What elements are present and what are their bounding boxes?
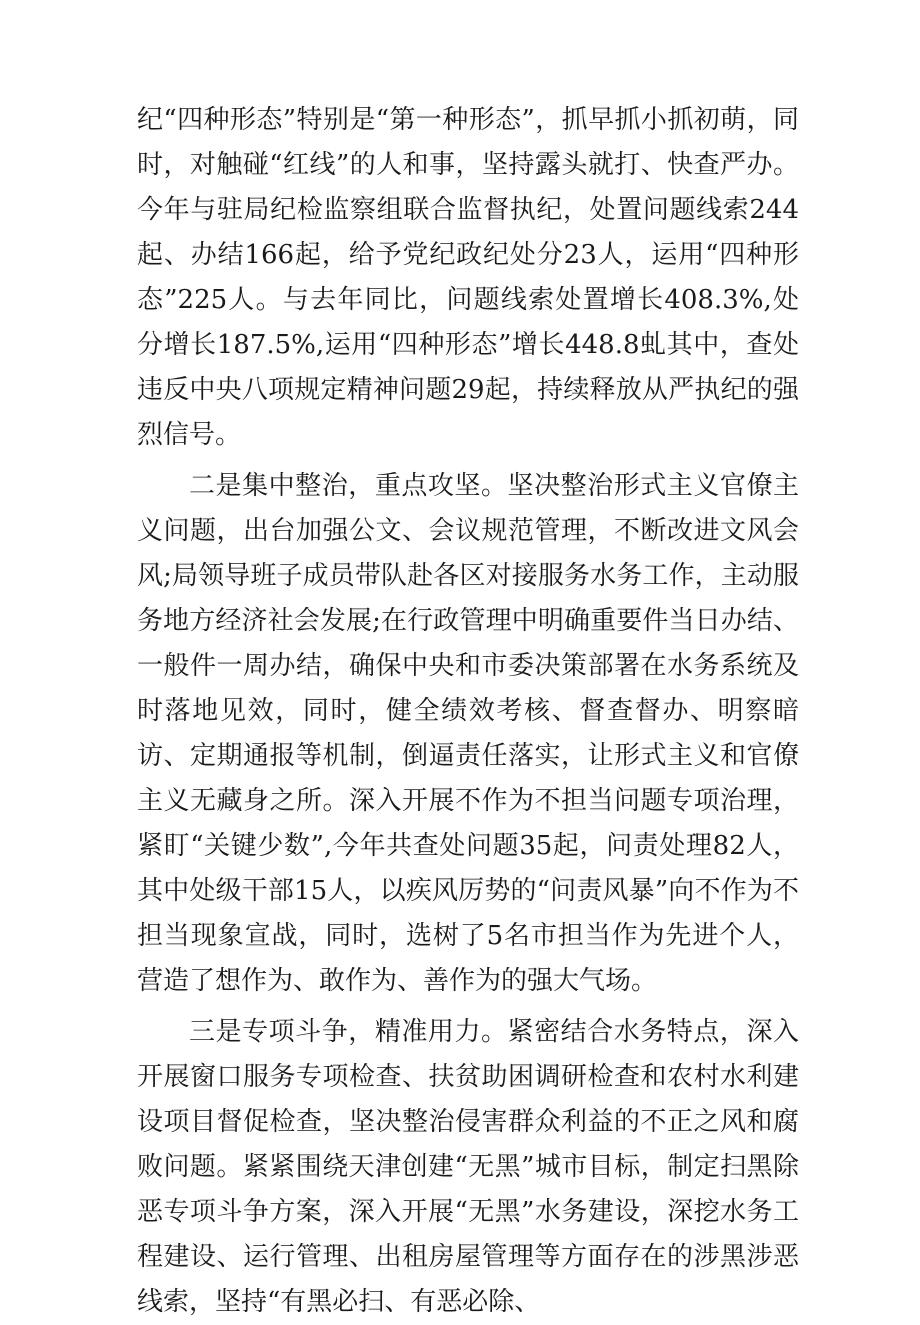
paragraph-centralized-rectification: 二是集中整治，重点攻坚。坚决整治形式主义官僚主义问题，出台加强公文、会议规范管理，不断改进文风会风;局领导班子成员带队赴各区对接服务水务工作，主动服务地方经济社会发展;在行政管理中明确重要件当日办结、一般件一周办结，确保中央和市委决策部署在水务系统及时落地见效，同时，健全绩效考核、督查督办、明察暗访、定期通报等机制，倒逼责任落实，让形式主义和官僚主义无藏身之所。深入开展不作为不担当问题专项治理，紧盯“关键少数”,今年共查处问题35起，问责处理82人，其中处级干部15人，以疾风厉势的“问责风暴”向不作为不担当现象宣战，同时，选树了5名市担当作为先进个人，营造了想作为、敢作为、善作为的强大气场。 <box>137 471 799 996</box>
document-body <box>137 98 799 1325</box>
paragraph-special-campaign: 三是专项斗争，精准用力。紧密结合水务特点，深入开展窗口服务专项检查、扶贫助困调研检查和农村水利建设项目督促检查，坚决整治侵害群众利益的不正之风和腐败问题。紧紧围绕天津创建“无黑”城市目标，制定扫黑除恶专项斗争方案，深入开展“无黑”水务建设，深挖水务工程建设、运行管理、出租房屋管理等方面存在的涉黑涉恶线索，坚持“有黑必扫、有恶必除、 <box>137 1017 799 1317</box>
paragraph-continued: 纪“四种形态”特别是“第一种形态”，抓早抓小抓初萌，同时，对触碰“红线”的人和事，坚持露头就打、快查严办。今年与驻局纪检监察组联合监督执纪，处置问题线索244起、办结166起，给予党纪政纪处分23人，运用“四种形态”225人。与去年同比，问题线索处置增长408.3%,处分增长187.5%,运用“四种形态”增长448.8虬其中，查处违反中央八项规定精神问题29起，持续释放从严执纪的强烈信号。 <box>137 105 799 450</box>
